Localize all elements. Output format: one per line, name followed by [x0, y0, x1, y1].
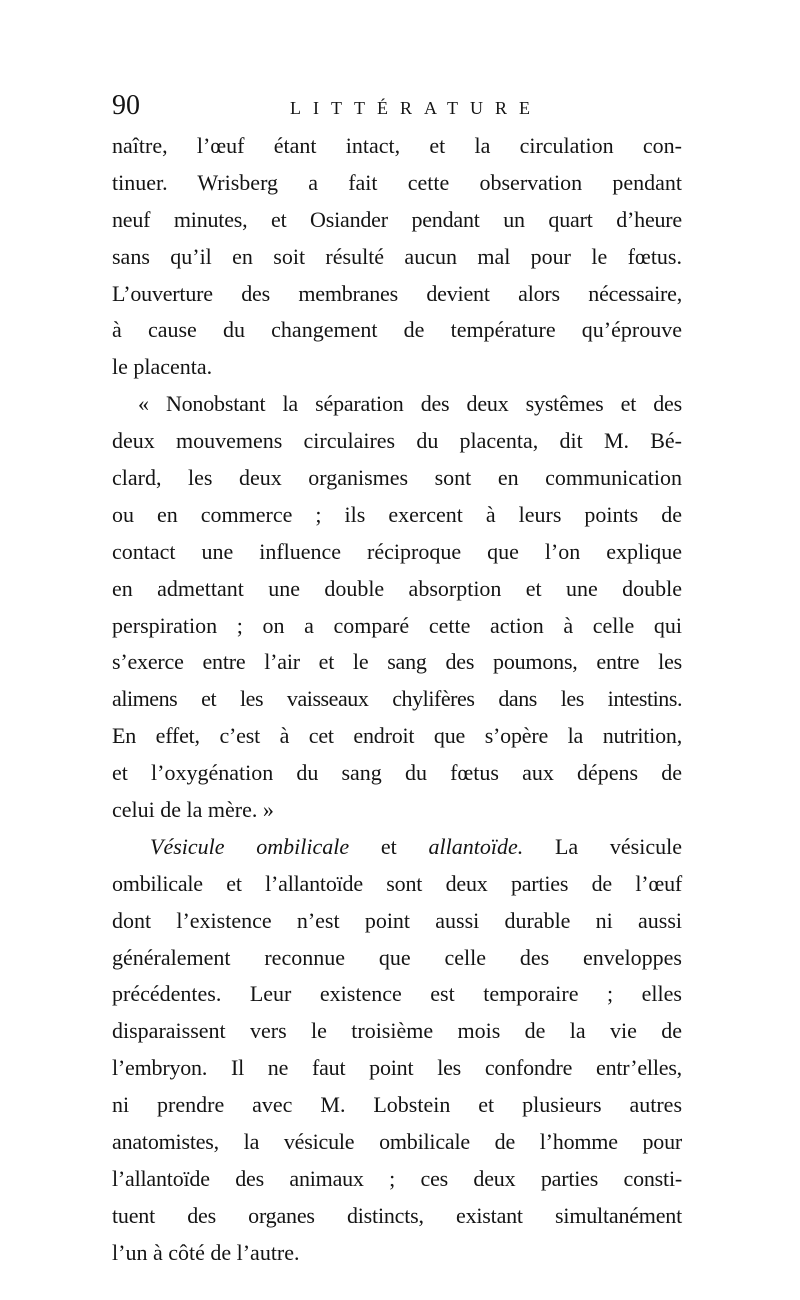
text-line: sans qu’il en soit résulté aucun mal pour le fœtus. [112, 243, 682, 269]
section-heading-part2: allantoïde. [428, 833, 524, 859]
text-line: généralement reconnue que celle des enveloppes [112, 944, 682, 970]
text-line: L’ouverture des membranes devient alors nécessaire, [112, 280, 682, 306]
section-heading-join: et [349, 833, 429, 859]
text-line: tuent des organes distincts, existant simultanément [112, 1202, 682, 1228]
text-line: disparaissent vers le troisième mois de la vie de [112, 1018, 682, 1044]
page-number: 90 [112, 90, 140, 121]
text-line: dont l’existence n’est point aussi durable ni aussi [112, 907, 682, 933]
text-line: et l’oxygénation du sang du fœtus aux dépens de [112, 760, 682, 786]
text-line: l’allantoïde des animaux ; ces deux parties consti- [112, 1165, 682, 1191]
section-heading-part1: Vésicule ombilicale [150, 833, 350, 859]
text-line: s’exerce entre l’air et le sang des poumons, entre les [112, 649, 682, 675]
text-line: neuf minutes, et Osiander pendant un quart d’heure [112, 206, 682, 232]
text-line: « Nonobstant la séparation des deux systêmes et des [138, 391, 682, 417]
text-line: ou en commerce ; ils exercent à leurs points de [112, 501, 682, 527]
text-line: naître, l’œuf étant intact, et la circulation con- [112, 133, 682, 158]
text-line: contact une influence réciproque que l’on explique [112, 538, 682, 564]
text-line: l’un à côté de l’autre. [112, 1239, 300, 1265]
text-line: anatomistes, la vésicule ombilicale de l’homme pour [112, 1129, 682, 1155]
text-line: le placenta. [112, 354, 213, 380]
body-text [112, 128, 682, 1265]
section-heading-continuation: La vésicule [523, 833, 682, 859]
text-line: deux mouvemens circulaires du placenta, dit M. Bé- [112, 428, 682, 454]
text-line: alimens et les vaisseaux chylifères dans les intestins. [112, 686, 682, 712]
text-line: l’embryon. Il ne faut point les confondre entr’elles, [112, 1055, 682, 1081]
text-line: celui de la mère. » [112, 797, 274, 823]
text-line: clard, les deux organismes sont en communication [112, 465, 682, 491]
text-line: en admettant une double absorption et une double [112, 575, 682, 601]
text-line: En effet, c’est à cet endroit que s’opère la nutrition, [112, 723, 682, 749]
text-line: précédentes. Leur existence est temporaire ; elles [112, 981, 682, 1007]
text-line: ni prendre avec M. Lobstein et plusieurs autres [112, 1092, 682, 1118]
text-line: tinuer. Wrisberg a fait cette observation pendant [112, 169, 682, 195]
text-line: perspiration ; on a comparé cette action à celle qui [112, 612, 682, 638]
section-heading-line [112, 829, 682, 866]
running-head: LITTÉRATURE [290, 98, 542, 118]
page-header [112, 86, 682, 126]
text-line: à cause du changement de température qu’éprouve [112, 317, 682, 343]
text-line: ombilicale et l’allantoïde sont deux parties de l’œuf [112, 870, 682, 896]
